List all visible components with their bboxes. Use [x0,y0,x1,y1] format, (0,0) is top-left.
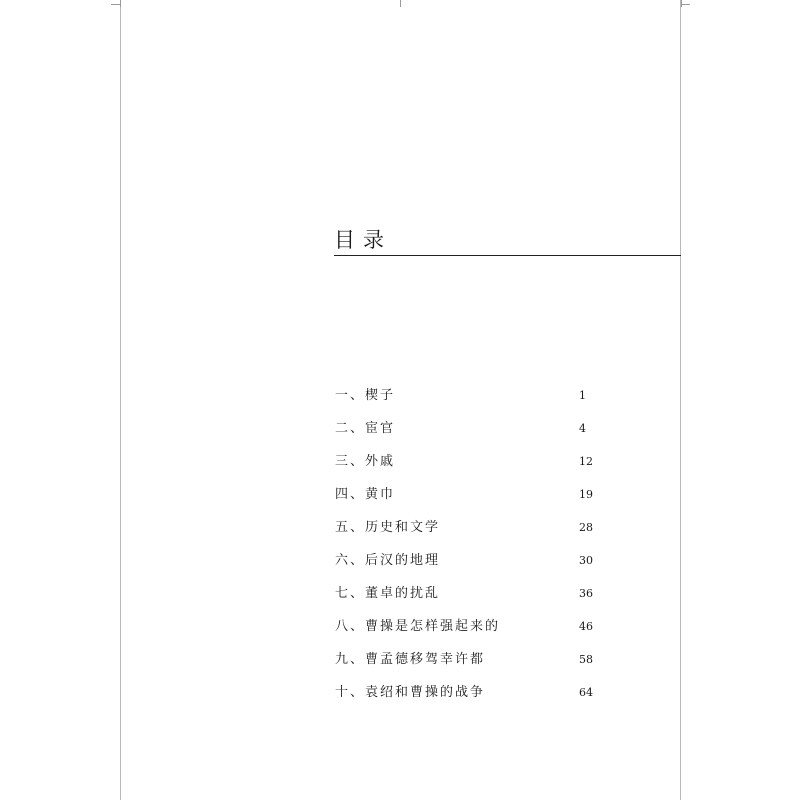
crop-mark-center [400,0,401,7]
toc-entry-page-number: 58 [579,653,593,666]
crop-mark-left-vertical [120,0,121,7]
toc-entry-title: 四、黄巾 [335,487,396,502]
toc-entry-page-number: 30 [579,554,593,567]
toc-entry-page-number: 1 [579,389,586,402]
toc-entry[interactable] [335,579,605,612]
toc-entry-page-number: 28 [579,521,593,534]
toc-entry-title: 六、后汉的地理 [335,553,441,568]
toc-entry-page-number: 46 [579,620,593,633]
toc-entry[interactable] [335,447,605,480]
toc-entry-page-number: 64 [579,686,593,699]
heading-rule [334,255,681,256]
toc-entry-page-number: 19 [579,488,593,501]
toc-entry-page-number: 36 [579,587,593,600]
toc-entry[interactable] [335,381,605,414]
toc-entry-title: 三、外戚 [335,454,396,469]
toc-entry[interactable] [335,678,605,711]
crop-mark-right-vertical [681,0,682,7]
toc-entry-title: 十、袁绍和曹操的战争 [335,685,486,700]
toc-entry-page-number: 4 [579,422,586,435]
toc-entry-title: 八、曹操是怎样强起来的 [335,619,501,634]
toc-entry[interactable] [335,645,605,678]
crop-mark-left [111,4,120,5]
toc-entry[interactable] [335,513,605,546]
toc-entry-title: 二、宦官 [335,421,396,436]
toc-entry-page-number: 12 [579,455,593,468]
toc-entry-title: 五、历史和文学 [335,520,441,535]
toc-entry[interactable] [335,546,605,579]
toc-entry[interactable] [335,414,605,447]
crop-mark-right [681,4,690,5]
toc-entry-title: 一、楔子 [335,388,396,403]
toc-entry[interactable] [335,612,605,645]
toc-entry[interactable] [335,480,605,513]
toc-entry-title: 七、董卓的扰乱 [335,586,441,601]
toc-heading: 目录 [334,228,392,252]
toc-list [335,381,605,711]
toc-entry-title: 九、曹孟德移驾幸许都 [335,652,486,667]
